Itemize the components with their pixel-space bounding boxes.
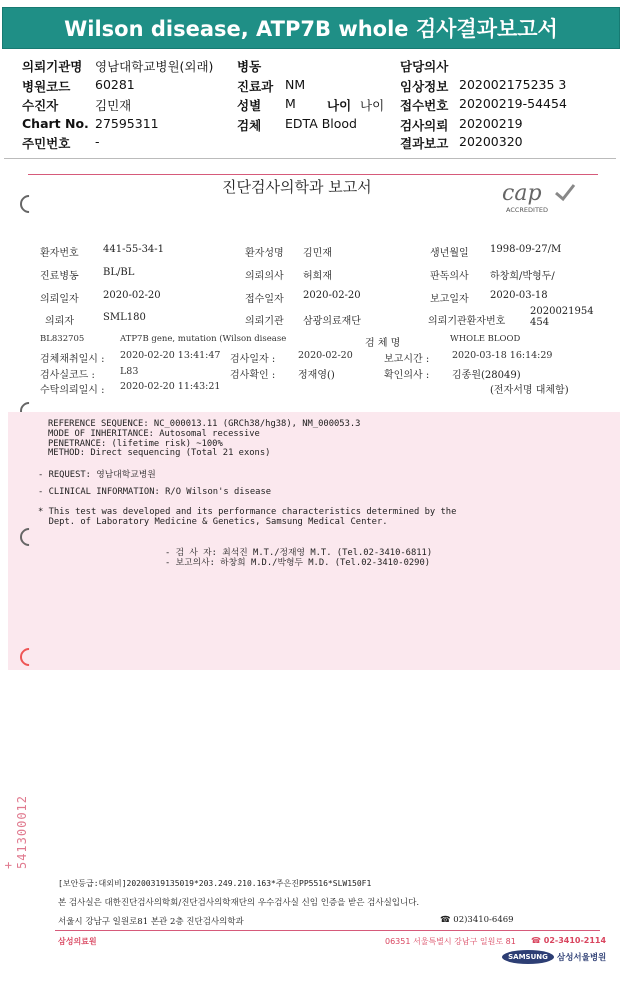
label-specimen: 검체 [237,118,262,133]
value-receipt-date: 2020-02-20 [303,290,361,301]
test-code: BL832705 [40,334,85,344]
value-patient-no: 441-55-34-1 [103,244,165,255]
examiner-line: - 검 사 자: 최석진 M.T./정재영 M.T. (Tel.02-3410-6811) [165,548,433,558]
samsung-logo-text: SAMSUNG [508,953,548,961]
hospital-address: 06351 서울특별시 강남구 일원로 81 [385,937,516,946]
label-age: 나이 [327,98,352,113]
label-exam-confirm: 검사확인 : [230,370,276,381]
label-department: 진료과 [237,79,274,94]
mode-of-inheritance: MODE OF INHERITANCE: Autosomal recessive [48,429,260,439]
lab-phone: ☎ 02)3410-6469 [440,915,514,925]
value-reading-doctor: 하창희/박형두/ [490,271,555,282]
value-specimen: EDTA Blood [285,116,357,131]
security-line: [보안등급:대외비]20200319135019*203.249.210.163*주은진PP5516*SLW150F1 [58,879,372,888]
samsung-logo [502,950,554,964]
value-exam-date: 2020-02-20 [298,350,353,361]
label-report-time: 보고시간 : [384,354,430,365]
value-lab-code: L83 [120,366,139,377]
label-referring-doctor: 의뢰의사 [245,271,284,282]
value-age: 나이 [360,98,385,113]
value-collection-time: 2020-02-20 13:41:47 [120,350,221,361]
value-received-time: 2020-02-20 11:43:21 [120,381,221,392]
value-referring-doctor: 허희재 [303,271,332,282]
label-institution-patient-no: 의뢰기관환자번호 [428,316,506,327]
value-result-report: 20200320 [459,134,523,149]
label-collection-time: 검체채취일시 : [40,354,105,365]
request-line: - REQUEST: 영남대학교병원 [38,470,156,480]
value-referring-institution: 영남대학교병원(외래) [95,59,214,74]
label-hospital-code: 병원코드 [22,79,71,94]
certification-line: 본 검사실은 대한진단검사의학회/진단검사의학재단의 우수검사실 신임 인증을 받은 검사실입니다. [58,898,420,908]
label-specimen-name: 검 체 명 [365,338,401,349]
footer-rule [55,930,600,931]
clinical-info-line: - CLINICAL INFORMATION: R/O Wilson's disease [38,487,272,497]
label-clinical-info: 임상정보 [400,79,449,94]
label-resident-no: 주민번호 [22,136,71,151]
cap-accredited-text: ACCREDITED [506,206,549,214]
value-accession-no: 20200219-54454 [459,96,567,111]
label-report-date: 보고일자 [430,294,469,305]
report-top-rule [28,174,598,175]
lab-address: 서울시 강남구 일원로81 본관 2층 진단검사의학과 [58,917,244,927]
label-birthdate: 생년월일 [430,248,469,259]
report-title: 진단검사의학과 보고서 [222,178,372,196]
value-birthdate: 1998-09-27/M [490,244,562,255]
label-request-date: 의뢰일자 [40,294,79,305]
value-patient: 김민재 [95,98,132,113]
value-department: NM [285,77,306,92]
medical-center-name: 삼성의료원 [58,937,97,946]
reference-sequence: REFERENCE SEQUENCE: NC_000013.11 (GRCh38/hg38), NM_000053.3 [48,419,361,429]
cap-accredited-logo [498,183,584,219]
value-request-date: 2020-02-20 [103,290,161,301]
value-institution-patient-no: 2020021954454 [530,306,594,328]
document-number-text: + 541300012 [1,794,30,870]
value-exam-confirm: 정재영() [298,370,335,381]
label-patient: 수진자 [22,98,59,113]
hospital-name: 삼성서울병원 [557,953,607,963]
label-exam-date: 검사일자 : [230,354,276,365]
label-reading-doctor: 판독의사 [430,271,469,282]
cap-logo-text: cap [502,181,542,206]
header-divider [4,158,616,159]
method: METHOD: Direct sequencing (Total 21 exons) [48,448,271,458]
label-chart-no: Chart No. [22,116,89,131]
value-test-request: 20200219 [459,116,523,131]
label-received-time: 수탁의뢰일시 : [40,385,105,396]
value-hospital-code: 60281 [95,77,135,92]
hospital-phone: ☎ 02-3410-2114 [531,936,607,945]
value-report-time: 2020-03-18 16:14:29 [452,350,553,361]
esign-note: (전자서명 대체함) [490,385,569,396]
value-institution: 삼광의료재단 [303,316,361,327]
value-resident-no: - [95,134,100,149]
label-patient-name: 환자성명 [245,248,284,259]
label-result-report: 결과보고 [400,136,449,151]
label-test-request: 검사의뢰 [400,118,449,133]
report-banner-title: Wilson disease, ATP7B whole 검사결과보고서 [2,7,620,49]
document-number [1,778,38,878]
disclaimer-line-2: Dept. of Laboratory Medicine & Genetics, Samsung Medical Center. [38,517,388,527]
value-chart-no: 27595311 [95,116,159,131]
label-attending-doctor: 담당의사 [400,59,449,74]
disclaimer-line-1: * This test was developed and its performance characteristics determined by the [38,507,457,517]
cap-check-icon [554,183,576,203]
label-patient-no: 환자번호 [40,248,79,259]
label-institution: 의뢰기관 [245,316,284,327]
punch-hole-icon [16,191,41,216]
value-sex: M [285,96,296,111]
value-care-ward: BL/BL [103,267,135,278]
value-confirming-doctor: 김종원(28049) [452,370,521,381]
value-requester: SML180 [103,312,146,323]
label-referring-institution: 의뢰기관명 [22,59,83,74]
label-ward: 병동 [237,59,262,74]
value-patient-name: 김민재 [303,248,332,259]
penetrance: PENETRANCE: (lifetime risk) ~100% [48,439,223,449]
value-clinical-info: 202002175235 3 [459,77,567,92]
test-name: ATP7B gene, mutation (Wilson disease [120,334,287,344]
label-sex: 성별 [237,98,262,113]
value-report-date: 2020-03-18 [490,290,548,301]
label-confirming-doctor: 확인의사 : [384,370,430,381]
label-care-ward: 진료병동 [40,271,79,282]
reporting-doctor-line: - 보고의사: 하창희 M.D./박형두 M.D. (Tel.02-3410-0290) [165,558,431,568]
label-lab-code: 검사실코드 : [40,370,95,381]
label-accession-no: 접수번호 [400,98,449,113]
value-specimen-name: WHOLE BLOOD [450,334,521,344]
label-receipt-date: 접수일자 [245,294,284,305]
label-requester: 의뢰자 [45,316,74,327]
